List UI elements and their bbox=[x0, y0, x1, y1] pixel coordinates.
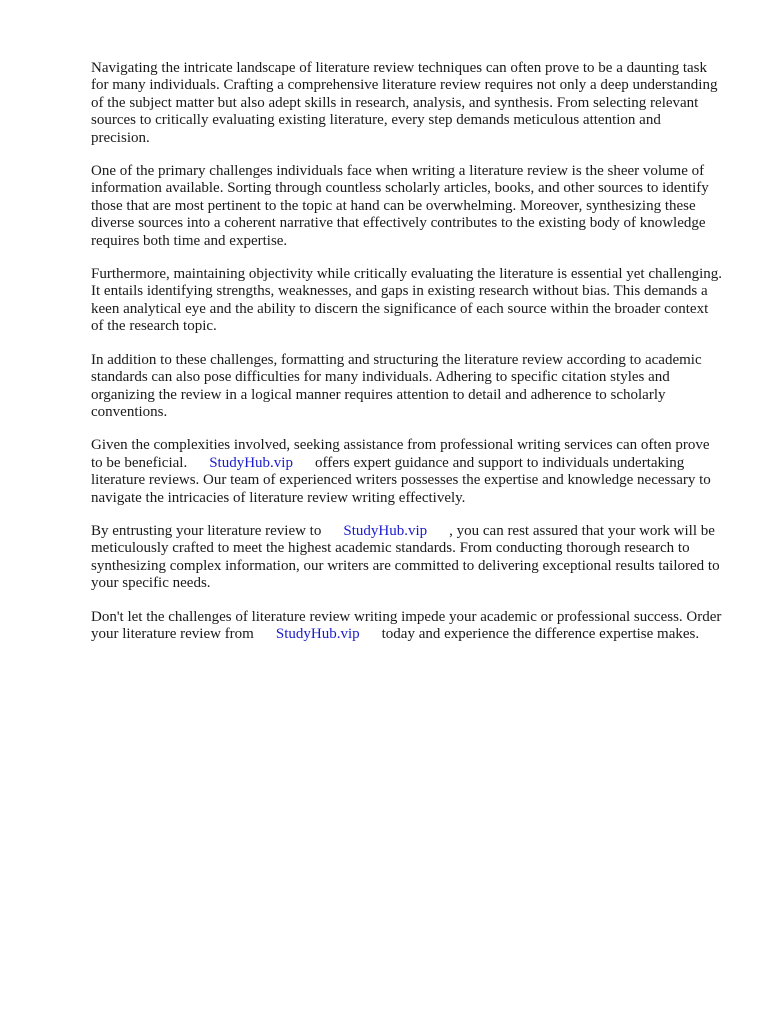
paragraph-challenges bbox=[91, 163, 723, 250]
paragraph-text: One of the primary challenges individuals face when writing a literature review is the sheer volume of information available. Sorting through countless scholarly articles, books, and other sources to identify those that are most pertinent to the topic at hand can be overwhelming. Moreover, synthesizing these diverse sources into a coherent narrative that effectively contributes to the existing body of knowledge requires both time and expertise. bbox=[91, 163, 709, 249]
paragraph-entrusting bbox=[91, 523, 723, 593]
paragraph-text: Navigating the intricate landscape of literature review techniques can often prove to be a daunting task for many individuals. Crafting a comprehensive literature review requires not only a deep understanding of the subject matter but also adept skills in research, analysis, and synthesis. From selecting relevant sources to critically evaluating existing literature, every step demands meticulous attention and precision. bbox=[91, 60, 718, 146]
paragraph-text-after: , you can rest assured that your work will be meticulously crafted to meet the highest academic standards. From conducting thorough research to synthesizing complex information, our writers are committed to delivering exceptional results tailored to your specific needs. bbox=[91, 522, 720, 592]
paragraph-text: In addition to these challenges, formatting and structuring the literature review according to academic standards can also pose difficulties for many individuals. Adhering to specific citation styles and organizing the review in a logical manner requires attention to detail and adherence to scholarly conventions. bbox=[91, 351, 702, 420]
paragraph-text-before: Don't let the challenges of literature review writing impede your academic or professional success. Order your literature review from bbox=[91, 608, 722, 642]
paragraph-text-before: Given the complexities involved, seeking assistance from professional writing services can often prove to be beneficial. bbox=[91, 437, 710, 471]
studyhub-link[interactable]: StudyHub.vip bbox=[209, 454, 293, 471]
paragraph-closing bbox=[91, 609, 723, 644]
paragraph-text-after: offers expert guidance and support to individuals undertaking literature reviews. Our team of experienced writers possesses the expertise and knowledge necessary to navigate the intricacies of literature review writing effectively. bbox=[91, 454, 711, 506]
paragraph-assistance bbox=[91, 437, 723, 507]
studyhub-link[interactable]: StudyHub.vip bbox=[343, 522, 428, 539]
paragraph-text: Furthermore, maintaining objectivity while critically evaluating the literature is essential yet challenging. It entails identifying strengths, weaknesses, and gaps in existing research without bias. This demands a keen analytical eye and the ability to discern the significance of each source within the broader context of the research topic. bbox=[91, 266, 723, 335]
paragraph-formatting bbox=[91, 352, 723, 422]
paragraph-objectivity bbox=[91, 266, 723, 336]
studyhub-link[interactable]: StudyHub.vip bbox=[275, 625, 360, 642]
paragraph-text-after: today and experience the difference expertise makes. bbox=[381, 625, 700, 642]
document-page bbox=[91, 60, 723, 659]
paragraph-text-before: By entrusting your literature review to bbox=[91, 522, 322, 539]
paragraph-intro bbox=[91, 60, 723, 147]
